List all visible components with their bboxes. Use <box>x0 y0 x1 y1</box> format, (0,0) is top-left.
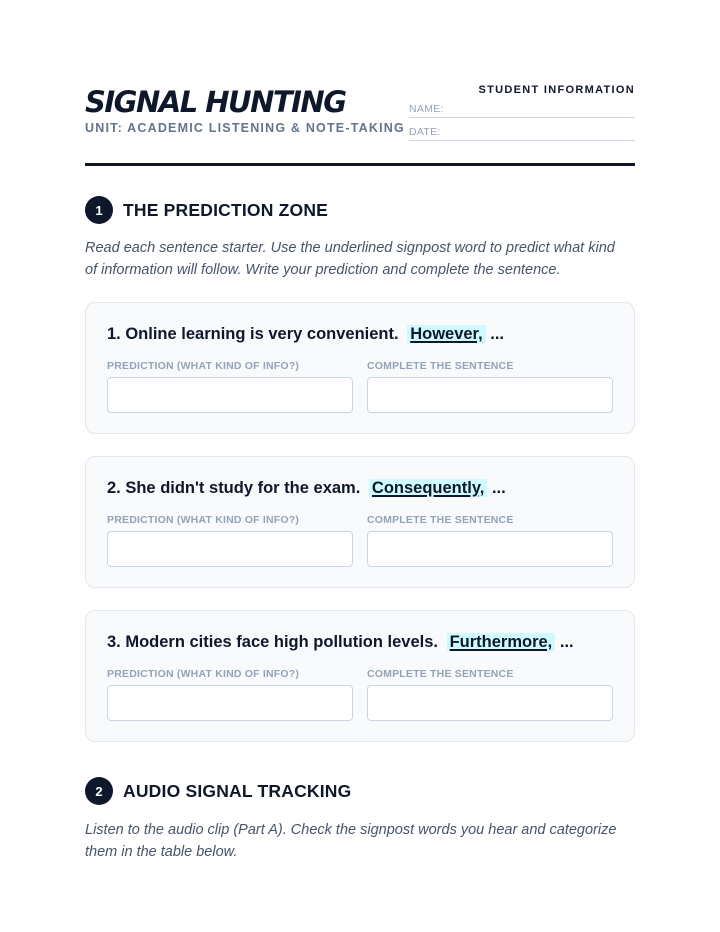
section-2-heading <box>85 777 351 805</box>
complete-sentence-input[interactable] <box>367 377 613 413</box>
complete-label: COMPLETE THE SENTENCE <box>367 514 514 526</box>
sentence-starter <box>107 479 506 498</box>
section-2-instructions: Listen to the audio clip (Part A). Check the signpost words you hear and categorize them in the table below. <box>85 822 617 860</box>
date-field[interactable] <box>409 125 635 141</box>
section-1-title: THE PREDICTION ZONE <box>123 199 329 220</box>
signpost-word: Furthermore, <box>447 633 556 651</box>
prediction-input[interactable] <box>107 377 353 413</box>
worksheet-header <box>85 80 635 166</box>
section-2-number: 2 <box>85 777 113 805</box>
sentence-text: 2. She didn't study for the exam. <box>107 479 361 497</box>
header-divider <box>85 163 635 166</box>
worksheet-title: SIGNAL HUNTING <box>85 85 346 119</box>
prediction-card <box>85 456 635 588</box>
section-2-title: AUDIO SIGNAL TRACKING <box>123 780 352 801</box>
section-1-heading <box>85 196 328 224</box>
name-field[interactable] <box>409 102 635 118</box>
section-1-instructions: Read each sentence starter. Use the underlined signpost word to predict what kind of information will follow. Write your prediction and complete the sentence. <box>85 240 615 278</box>
sentence-text: 3. Modern cities face high pollution levels. <box>107 633 438 651</box>
prediction-label: PREDICTION (WHAT KIND OF INFO?) <box>107 360 300 372</box>
complete-sentence-input[interactable] <box>367 531 613 567</box>
sentence-starter <box>107 325 504 344</box>
student-info-heading: STUDENT INFORMATION <box>478 84 635 96</box>
sentence-text: 1. Online learning is very convenient. <box>107 325 399 343</box>
name-label: NAME: <box>409 103 444 115</box>
section-1-number: 1 <box>85 196 113 224</box>
prediction-card <box>85 302 635 434</box>
date-label: DATE: <box>409 126 441 138</box>
sentence-ellipsis: ... <box>490 325 505 343</box>
sentence-ellipsis: ... <box>491 479 506 497</box>
prediction-input[interactable] <box>107 685 353 721</box>
prediction-input[interactable] <box>107 531 353 567</box>
complete-sentence-input[interactable] <box>367 685 613 721</box>
signpost-word: Consequently, <box>369 479 487 497</box>
sentence-starter <box>107 633 574 652</box>
prediction-label: PREDICTION (WHAT KIND OF INFO?) <box>107 514 300 526</box>
prediction-card <box>85 610 635 742</box>
unit-subtitle: UNIT: ACADEMIC LISTENING & NOTE-TAKING <box>85 121 405 135</box>
complete-label: COMPLETE THE SENTENCE <box>367 360 514 372</box>
student-information <box>409 84 635 141</box>
complete-label: COMPLETE THE SENTENCE <box>367 668 514 680</box>
sentence-ellipsis: ... <box>559 633 574 651</box>
signpost-word: However, <box>407 325 485 343</box>
prediction-label: PREDICTION (WHAT KIND OF INFO?) <box>107 668 300 680</box>
